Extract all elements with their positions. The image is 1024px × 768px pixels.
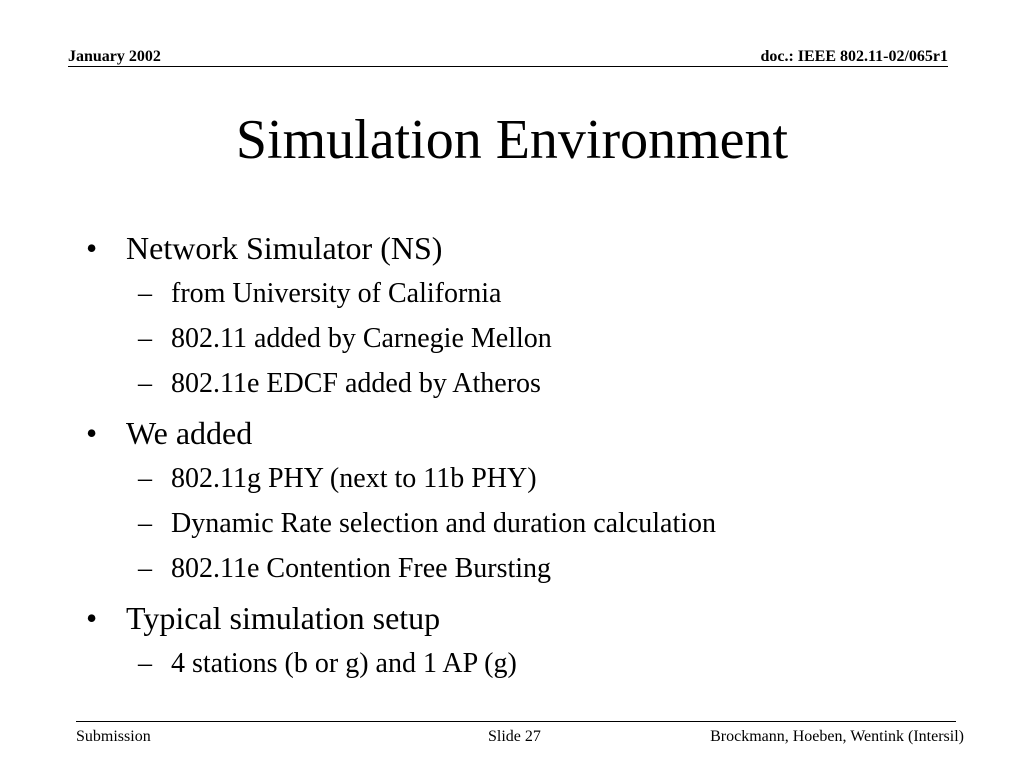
bullet-text: We added (126, 415, 253, 451)
dash-marker: – (138, 463, 152, 494)
sub-bullet-item (86, 646, 966, 682)
footer-authors: Brockmann, Hoeben, Wentink (Intersil) (710, 728, 964, 745)
sub-bullet-item (86, 321, 966, 357)
bullet-item (86, 596, 966, 640)
sub-bullet-text: 802.11e EDCF added by Atheros (171, 368, 541, 399)
sub-bullet-item (86, 461, 966, 497)
bullet-text: Network Simulator (NS) (126, 230, 443, 266)
bullet-marker: • (86, 600, 98, 636)
dash-marker: – (138, 278, 152, 309)
sub-bullet-item (86, 276, 966, 312)
footer-slide-number: Slide 27 (488, 728, 541, 745)
slide-title: Simulation Environment (235, 109, 789, 171)
sub-bullet-item (86, 366, 966, 402)
footer-divider (76, 721, 956, 722)
sub-bullet-text: 802.11e Contention Free Bursting (171, 553, 552, 584)
header-divider (68, 66, 948, 67)
bullet-item (86, 226, 966, 270)
header-doc-id: doc.: IEEE 802.11-02/065r1 (760, 48, 948, 65)
bullet-item (86, 411, 966, 455)
dash-marker: – (138, 323, 152, 354)
sub-bullet-item (86, 506, 966, 542)
bullet-text: Typical simulation setup (126, 600, 441, 636)
sub-bullet-text: 802.11 added by Carnegie Mellon (171, 323, 552, 354)
bullet-marker: • (86, 415, 98, 451)
dash-marker: – (138, 368, 152, 399)
bullet-marker: • (86, 230, 98, 266)
dash-marker: – (138, 648, 152, 679)
footer-submission: Submission (76, 728, 151, 745)
sub-bullet-text: from University of California (171, 278, 502, 309)
sub-bullet-text: 4 stations (b or g) and 1 AP (g) (171, 648, 517, 679)
dash-marker: – (138, 508, 152, 539)
sub-bullet-text: 802.11g PHY (next to 11b PHY) (171, 463, 537, 494)
sub-bullet-text: Dynamic Rate selection and duration calculation (171, 508, 717, 539)
sub-bullet-item (86, 551, 966, 587)
bullet-list (86, 226, 966, 691)
dash-marker: – (138, 553, 152, 584)
header-date: January 2002 (68, 48, 161, 65)
